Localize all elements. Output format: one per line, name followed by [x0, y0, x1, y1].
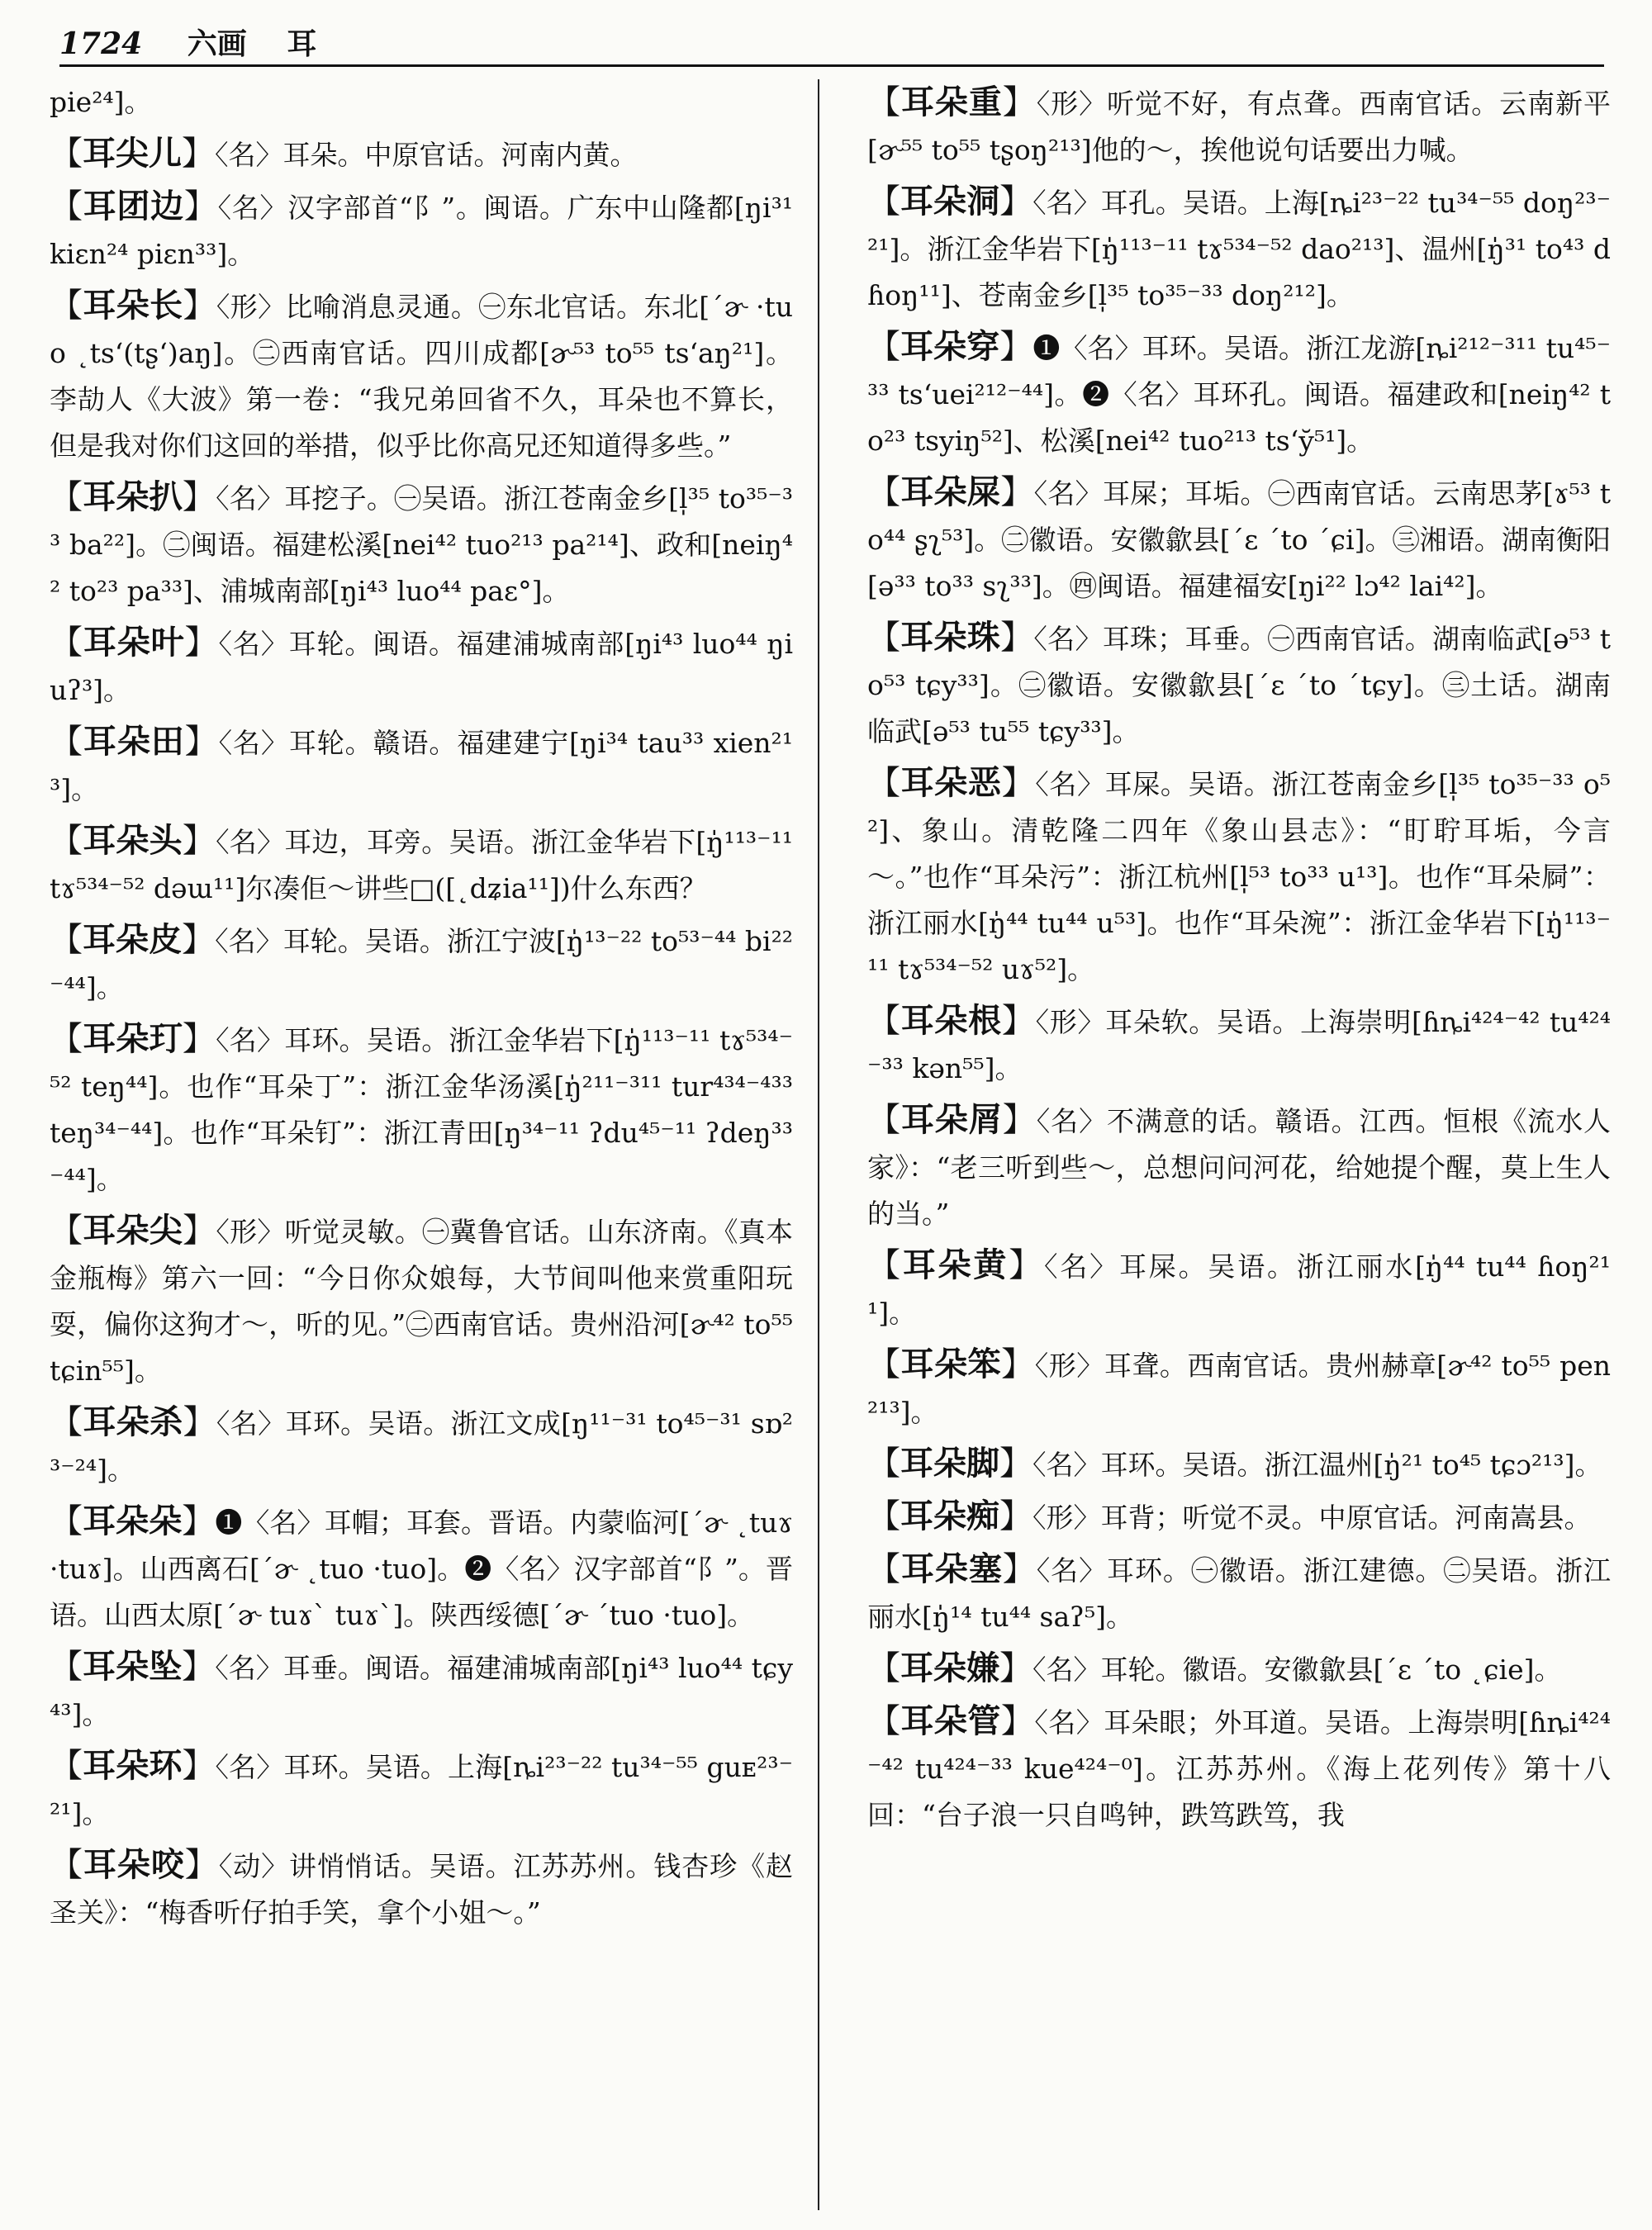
right-entries-list [867, 79, 1611, 1839]
entry-definition: 〈动〉讲悄悄话。吴语。江苏苏州。钱杏珍《赵圣关》：“梅香听仔拍手笑，拿个小姐～。” [50, 1850, 793, 1929]
headword-text: 耳朵珠 [900, 618, 1001, 657]
entry-headword: 【耳朵田】 [50, 722, 219, 761]
headword-text: 耳朵玎 [83, 1019, 183, 1058]
dictionary-entry [867, 1698, 1611, 1839]
entry-headword: 【耳朵尖】 [50, 1211, 216, 1250]
dictionary-entry [867, 1097, 1611, 1237]
dictionary-entry [50, 130, 793, 178]
entry-headword: 【耳朵头】 [50, 821, 216, 860]
dictionary-entry [867, 1546, 1611, 1640]
dictionary-entry [50, 1743, 793, 1837]
entry-headword: 【耳朵玎】 [50, 1019, 216, 1058]
dictionary-entry [50, 1016, 793, 1203]
headword-text: 耳朵重 [900, 83, 1003, 121]
headword-text: 耳朵根 [900, 1001, 1002, 1040]
headword-text: 耳朵恶 [900, 763, 1002, 802]
radical-label: 耳 [287, 26, 317, 61]
dictionary-entry [50, 474, 793, 614]
dictionary-entry [867, 1645, 1611, 1693]
entry-definition: 〈形〉听觉不好，有点聋。西南官话。云南新平[ɚ⁵⁵ to⁵⁵ tʂoŋ²¹³]他的～，挨他说句话要出力喊。 [867, 88, 1611, 166]
entry-definition: 〈名〉耳环。吴语。上海[ȵi²³⁻²² tu³⁴⁻⁵⁵ guᴇ²³⁻²¹]。 [50, 1751, 793, 1829]
headword-text: 耳朵叶 [83, 623, 185, 662]
entry-definition: 〈名〉耳屎。吴语。浙江丽水[ŋ̍⁴⁴ tu⁴⁴ ɦoŋ²¹¹]。 [867, 1250, 1611, 1329]
entry-definition: 〈名〉耳朵眼；外耳道。吴语。上海崇明[ɦȵi⁴²⁴⁻⁴² tu⁴²⁴⁻³³ kue⁴²⁴⁻⁰]。江苏苏州。《海上花列传》第十八回：“台子浪一只自鸣钟，跌笃跌笃，我 [867, 1706, 1611, 1831]
entry-headword: 【耳朵屎】 [867, 472, 1034, 511]
entry-headword: 【耳朵笨】 [867, 1345, 1035, 1383]
entry-definition: 〈名〉耳环。吴语。浙江温州[ŋ̍²¹ to⁴⁵ tɕɔ²¹³]。 [1032, 1449, 1602, 1481]
entry-definition: 〈名〉耳环。吴语。浙江文成[ŋ¹¹⁻³¹ to⁴⁵⁻³¹ sɒ²³⁻²⁴]。 [50, 1407, 793, 1486]
headword-text: 耳朵环 [83, 1746, 183, 1785]
headword-text: 耳朵穿 [900, 327, 1000, 366]
entry-headword: 【耳朵屑】 [867, 1100, 1037, 1139]
headword-text: 耳朵痴 [900, 1497, 999, 1535]
dictionary-entry [50, 818, 793, 912]
entry-definition: 〈名〉耳朵。中原官话。河南内黄。 [215, 139, 638, 171]
entry-definition: 〈名〉耳珠；耳垂。㊀西南官话。湖南临武[ə⁵³ to⁵³ tɕy³³]。㊁徽语。安徽歙县[ˊɛ ˊto ˊtɕy]。㊂土话。湖南临武[ə⁵³ tu⁵⁵ tɕy³³]。 [867, 623, 1611, 747]
entry-definition: ❶〈名〉耳帽；耳套。晋语。内蒙临河[ˊɚ ˛tuɤ ·tuɤ]。山西离石[ˊɚ ˛tuo ·tuo]。❷〈名〉汉字部首“阝”。晋语。山西太原[ˊɚ tuɤˋ tuɤˋ]。陕西绥德[ˊɚ ˊtuo ·tuo]。 [50, 1506, 793, 1631]
column-divider [818, 79, 819, 2210]
dictionary-entry [50, 183, 793, 278]
dictionary-entry [867, 614, 1611, 755]
entry-headword: 【耳朵朵】 [50, 1502, 216, 1540]
dictionary-entry [50, 1498, 793, 1639]
entry-headword: 【耳朵黄】 [867, 1245, 1045, 1284]
dictionary-entry [867, 1440, 1611, 1488]
page-number: 1724 [59, 26, 143, 61]
headword-text: 耳朵塞 [900, 1549, 1003, 1588]
headword-text: 耳朵朵 [83, 1502, 183, 1540]
entry-headword: 【耳朵穿】 [867, 327, 1033, 366]
entry-headword: 【耳朵叶】 [50, 623, 219, 662]
headword-text: 耳朵管 [900, 1701, 1001, 1740]
entry-headword: 【耳朵坠】 [50, 1647, 216, 1686]
dictionary-entry [50, 1399, 793, 1493]
headword-text: 耳朵咬 [83, 1845, 185, 1884]
entry-definition: 〈名〉不满意的话。赣语。江西。恒根《流水人家》：“老三听到些～，总想问问河花，给她提个醒，莫上生人的当。” [867, 1105, 1611, 1230]
dictionary-entry [867, 760, 1611, 993]
entry-definition: 〈名〉耳边，耳旁。吴语。浙江金华岩下[ŋ̍¹¹³⁻¹¹ tɤ⁵³⁴⁻⁵² dəɯ¹¹]尔凑佢～讲些□([˛dʑia¹¹])什么东西？ [50, 826, 793, 904]
entry-definition: 〈名〉耳环。吴语。浙江金华岩下[ŋ̍¹¹³⁻¹¹ tɤ⁵³⁴⁻⁵² teŋ⁴⁴]。也作“耳朵丁”：浙江金华汤溪[ŋ̍²¹¹⁻³¹¹ tur⁴³⁴⁻⁴³³ teŋ³⁴⁻⁴⁴]。也作“耳朵钉”：浙江青田[ŋ³⁴⁻¹¹ ʔdu⁴⁵⁻¹¹ ʔdeŋ³³⁻⁴⁴]。 [50, 1024, 793, 1195]
entry-definition: 〈形〉耳背；听觉不灵。中原官话。河南嵩县。 [1032, 1502, 1592, 1534]
headword-text: 耳朵笨 [900, 1345, 1002, 1383]
headword-text: 耳尖儿 [83, 134, 182, 173]
dictionary-entry [50, 619, 793, 714]
right-column [867, 79, 1611, 2218]
dictionary-entry [867, 469, 1611, 610]
entry-headword: 【耳朵重】 [867, 83, 1037, 121]
entry-definition: ❶〈名〉耳环。吴语。浙江龙游[ȵi²¹²⁻³¹¹ tu⁴⁵⁻³³ tsʻuei²¹²⁻⁴⁴]。❷〈名〉耳环孔。闽语。福建政和[neiŋ⁴² to²³ tsyiŋ⁵²]、松溪[nei⁴² tuo²¹³ tsʻy̆⁵¹]。 [867, 332, 1611, 457]
continuation-text: pie²⁴]。 [50, 86, 152, 118]
entry-headword: 【耳朵珠】 [867, 618, 1034, 657]
entry-definition: 〈形〉听觉灵敏。㊀冀鲁官话。山东济南。《真本金瓶梅》第六一回：“今日你众娘每，大节间叫他来赏重阳玩耍，偏你这狗才～，听的见。”㊁西南官话。贵州沿河[ɚ⁴² to⁵⁵ tɕin⁵⁵]。 [50, 1216, 793, 1387]
entry-headword: 【耳朵塞】 [867, 1549, 1037, 1588]
headword-text: 耳朵屑 [900, 1100, 1003, 1139]
entry-headword: 【耳朵痴】 [867, 1497, 1032, 1535]
headword-text: 耳朵脚 [900, 1444, 999, 1483]
section-label: 六画 [187, 26, 247, 61]
headword-text: 耳朵头 [83, 821, 183, 860]
dictionary-entry [867, 79, 1611, 173]
dictionary-entry [867, 178, 1611, 319]
entry-definition: 〈形〉耳朵软。吴语。上海崇明[ɦȵi⁴²⁴⁻⁴² tu⁴²⁴⁻³³ kən⁵⁵]。 [867, 1006, 1611, 1084]
headword-text: 耳朵扒 [83, 477, 183, 516]
entry-headword: 【耳朵恶】 [867, 763, 1036, 802]
entry-definition: 〈名〉耳轮。赣语。福建建宁[ŋi³⁴ tau³³ xien²¹³]。 [50, 727, 793, 805]
headword-text: 耳朵嫌 [900, 1649, 999, 1687]
entry-headword: 【耳朵嫌】 [867, 1649, 1032, 1687]
entry-headword: 【耳朵管】 [867, 1701, 1035, 1740]
headword-text: 耳朵杀 [83, 1402, 183, 1441]
dictionary-entry [867, 998, 1611, 1092]
entry-definition: 〈名〉耳轮。闽语。福建浦城南部[ŋi⁴³ luo⁴⁴ ŋiuʔ³]。 [50, 628, 793, 706]
headword-text: 耳朵黄 [902, 1245, 1009, 1284]
entry-headword: 【耳朵扒】 [50, 477, 216, 516]
dictionary-entry [50, 1208, 793, 1394]
entry-headword: 【耳朵咬】 [50, 1845, 219, 1884]
entry-definition: 〈名〉耳垂。闽语。福建浦城南部[ŋi⁴³ luo⁴⁴ tɕy⁴³]。 [50, 1652, 793, 1730]
entry-definition: 〈形〉比喻消息灵通。㊀东北官话。东北[ˊɚ ·tuo ˛tsʻ(tʂʻ)aŋ]。㊁西南官话。四川成都[ɚ⁵³ to⁵⁵ tsʻaŋ²¹]。李劼人《大波》第一卷：“我兄弟回省不久，耳朵也不算长，但是我对你们这回的举措，似乎比你高兄还知道得多些。” [50, 291, 793, 462]
entry-definition: 〈名〉耳屎；耳垢。㊀西南官话。云南思茅[ɤ⁵³ to⁴⁴ ʂʅ⁵³]。㊁徽语。安徽歙县[ˊɛ ˊto ˊɕi]。㊂湘语。湖南衡阳[ə³³ to³³ sʅ³³]。㊃闽语。福建福安[ŋi²² lɔ⁴² lai⁴²]。 [867, 477, 1611, 602]
left-entries-list [50, 130, 793, 1936]
entry-headword: 【耳朵皮】 [50, 920, 216, 959]
entry-definition: 〈名〉耳轮。徽语。安徽歙县[ˊɛ ˊto ˛ɕie]。 [1032, 1654, 1562, 1686]
dictionary-entry [867, 1341, 1611, 1435]
entry-definition: 〈名〉耳环。㊀徽语。浙江建德。㊁吴语。浙江丽水[ŋ̍¹⁴ tu⁴⁴ saʔ⁵]。 [867, 1554, 1611, 1633]
dictionary-entry [867, 1242, 1611, 1336]
page-header [59, 23, 1604, 67]
dictionary-entry [867, 1493, 1611, 1541]
entry-headword: 【耳朵根】 [867, 1001, 1036, 1040]
entry-headword: 【耳朵脚】 [867, 1444, 1032, 1483]
headword-text: 耳朵田 [83, 722, 185, 761]
headword-text: 耳朵皮 [83, 920, 183, 959]
entry-definition: 〈名〉耳屎。吴语。浙江苍南金乡[l̩³⁵ to³⁵⁻³³ o⁵²]、象山。清乾隆二四年《象山县志》：“盯聍耳垢，今言～。”也作“耳朵污”：浙江杭州[l̩⁵³ to³³ u¹³]。也作“耳朵屙”：浙江丽水[ŋ̍⁴⁴ tu⁴⁴ u⁵³]。也作“耳朵涴”：浙江金华岩下[ŋ̍¹¹³⁻¹¹ tɤ⁵³⁴⁻⁵² uɤ⁵²]。 [867, 768, 1611, 985]
entry-definition: 〈名〉汉字部首“阝”。闽语。广东中山隆都[ŋi³¹ kiɛn²⁴ piɛn³³]。 [50, 192, 793, 270]
entry-headword: 【耳尖儿】 [50, 134, 215, 173]
dictionary-entry [50, 719, 793, 813]
headword-text: 耳朵屎 [900, 472, 1001, 511]
entry-definition: 〈名〉耳孔。吴语。上海[ȵi²³⁻²² tu³⁴⁻⁵⁵ doŋ²³⁻²¹]。浙江金华岩下[ŋ̍¹¹³⁻¹¹ tɤ⁵³⁴⁻⁵² dao²¹³]、温州[ŋ̍³¹ to⁴³ dɦoŋ¹¹]、苍南金乡[l̩³⁵ to³⁵⁻³³ doŋ²¹²]。 [867, 187, 1611, 311]
headword-text: 耳团边 [83, 187, 184, 225]
dictionary-entry [50, 917, 793, 1011]
dictionary-entry [50, 1644, 793, 1738]
entry-headword: 【耳朵环】 [50, 1746, 216, 1785]
dictionary-entry [50, 282, 793, 469]
entry-headword: 【耳朵杀】 [50, 1402, 216, 1441]
left-column [50, 79, 793, 2218]
headword-text: 耳朵尖 [83, 1211, 183, 1250]
headword-text: 耳朵坠 [83, 1647, 183, 1686]
dictionary-entry [50, 1842, 793, 1936]
dictionary-entry [867, 324, 1611, 464]
headword-text: 耳朵洞 [900, 182, 1000, 221]
headword-text: 耳朵长 [83, 286, 183, 325]
entry-headword: 【耳朵洞】 [867, 182, 1033, 221]
entry-definition: 〈名〉耳轮。吴语。浙江宁波[ŋ̍¹³⁻²² to⁵³⁻⁴⁴ bi²²⁻⁴⁴]。 [50, 925, 793, 1004]
entry-headword: 【耳团边】 [50, 187, 218, 225]
entry-headword: 【耳朵长】 [50, 286, 216, 325]
entry-definition: 〈名〉耳挖子。㊀吴语。浙江苍南金乡[l̩³⁵ to³⁵⁻³³ ba²²]。㊁闽语。福建松溪[nei⁴² tuo²¹³ pa²¹⁴]、政和[neiŋ⁴² to²³ pa³³]、浦城南部[ŋi⁴³ luo⁴⁴ paɛ°]。 [50, 482, 793, 607]
entry-definition: 〈形〉耳聋。西南官话。贵州赫章[ɚ⁴² to⁵⁵ pen²¹³]。 [867, 1350, 1611, 1428]
